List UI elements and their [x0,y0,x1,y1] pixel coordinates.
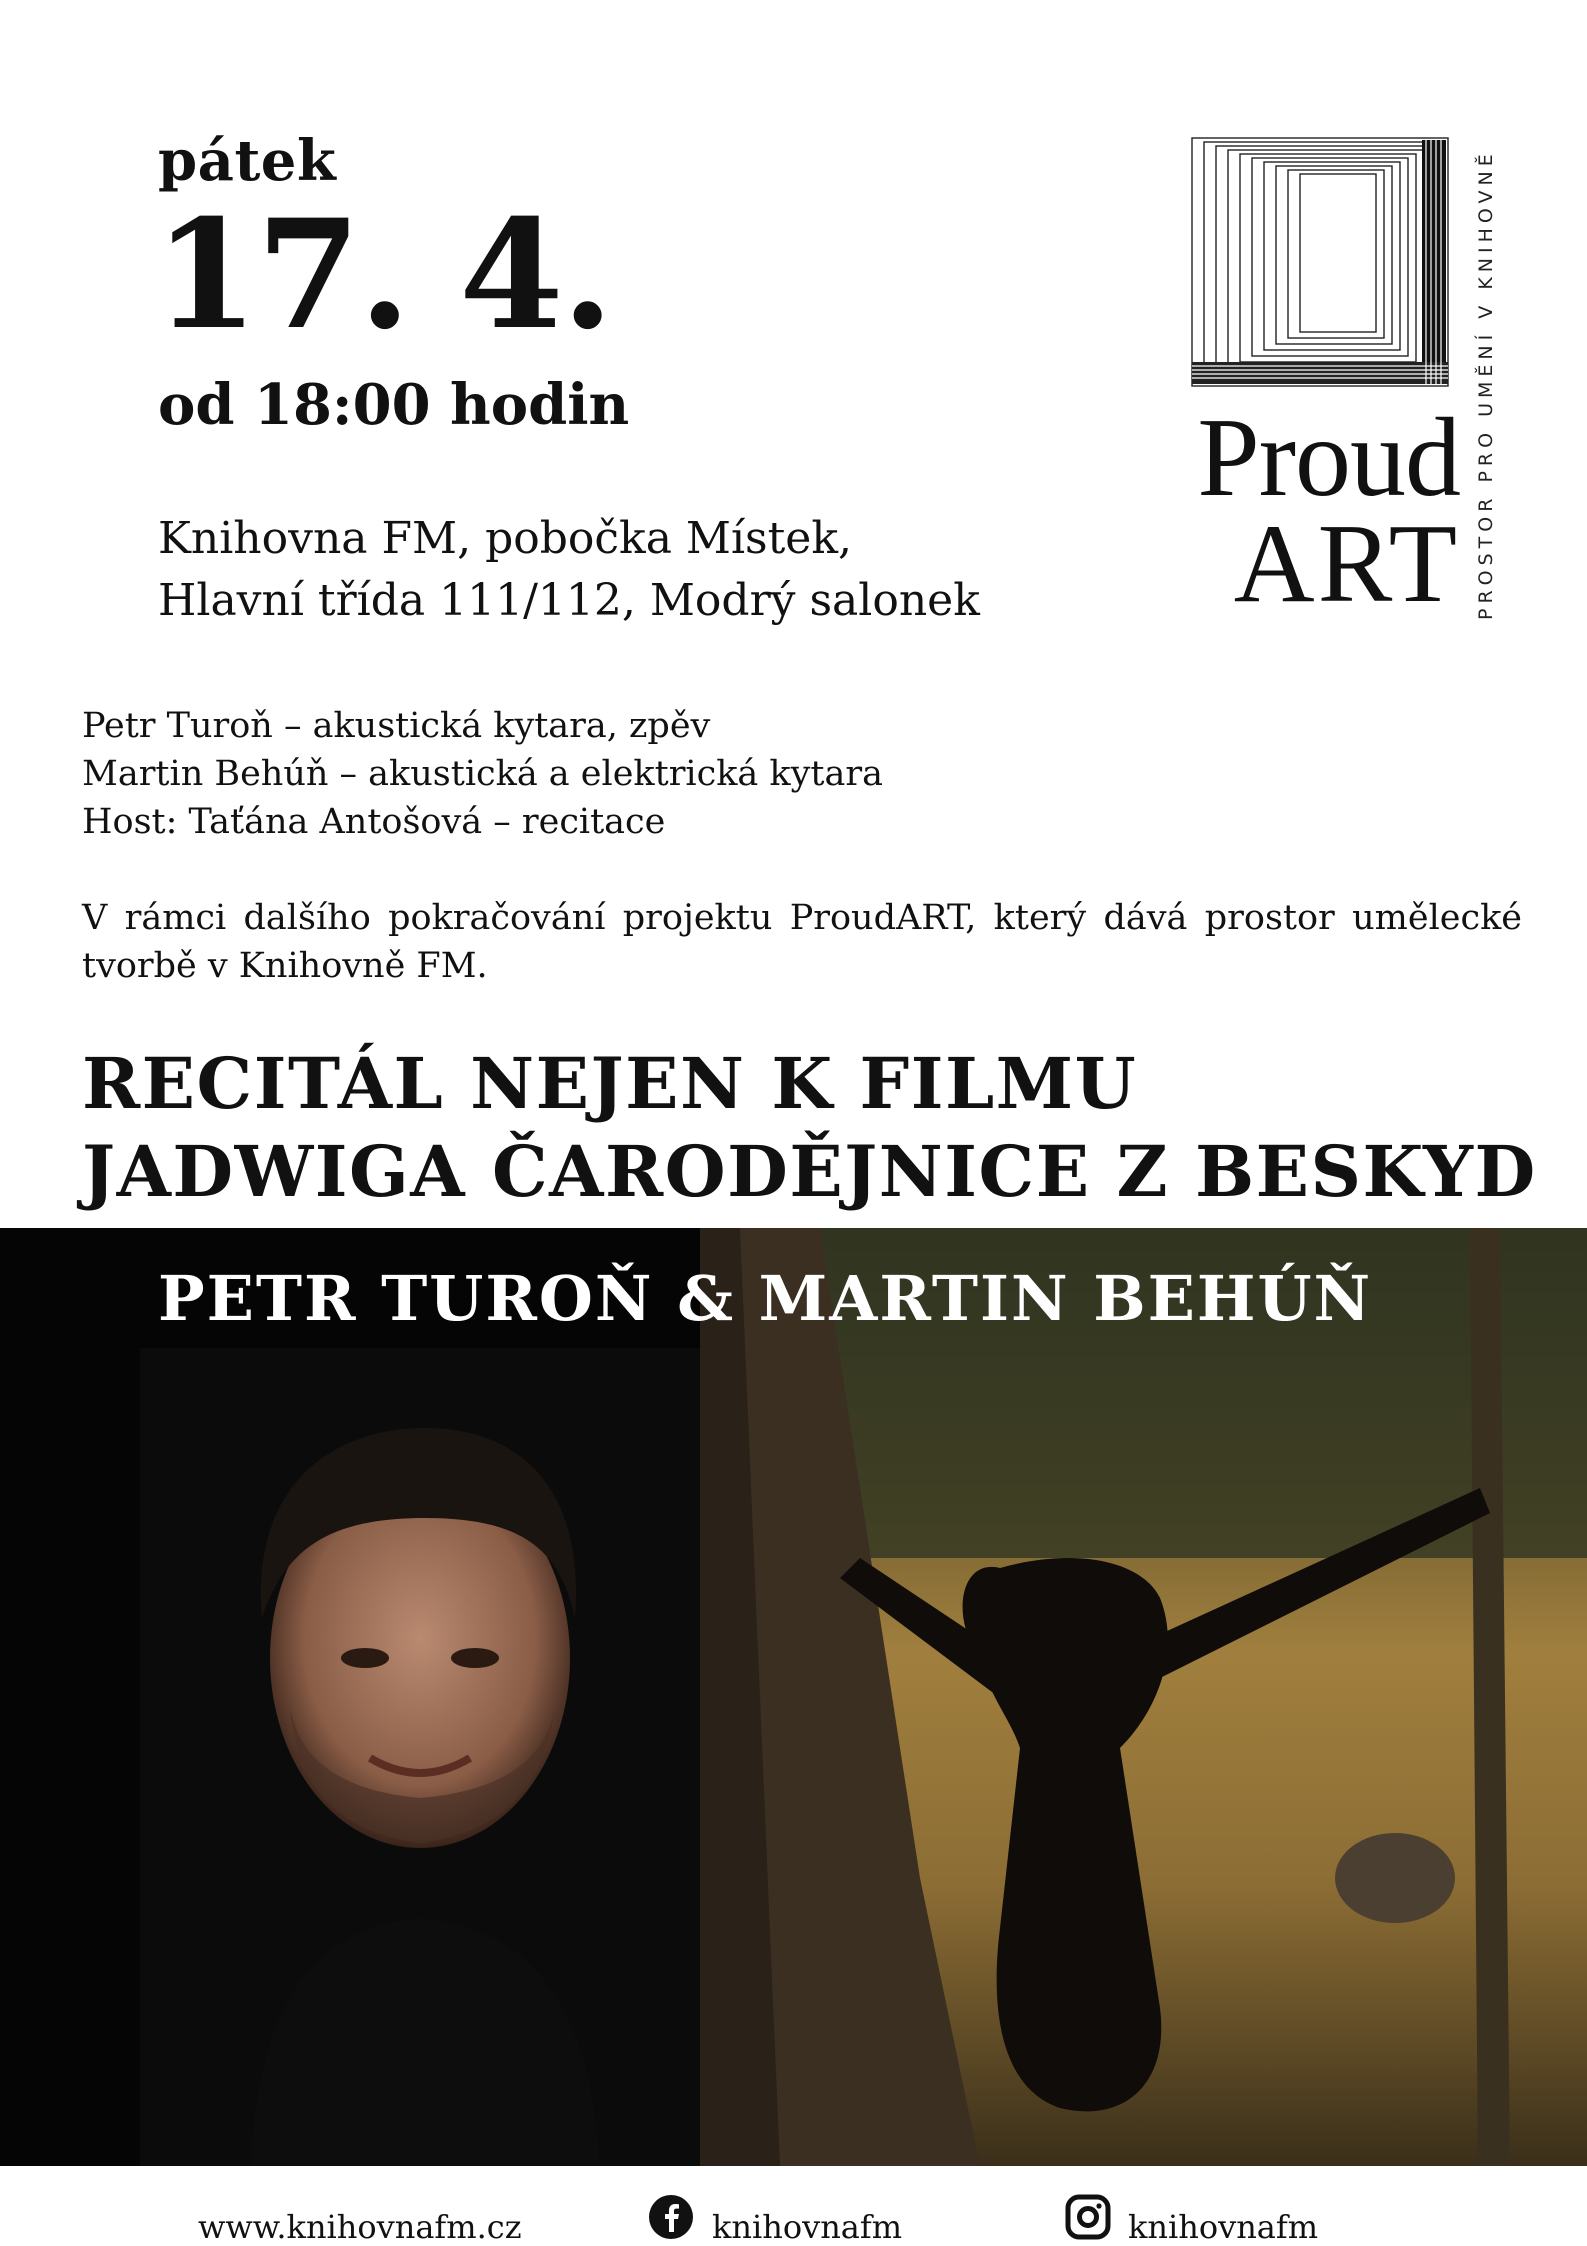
logo-word-proud: Proud [1197,396,1460,520]
event-date: 17. 4. [154,187,612,363]
facebook-icon[interactable] [648,2194,694,2240]
venue-line-2: Hlavní třída 111/112, Modrý salonek [158,575,980,626]
performer-line: Petr Turoň – akustická kytara, zpěv [82,706,711,746]
website-link[interactable]: www.knihovnafm.cz [198,2208,522,2246]
logo-word-art: ART [1233,502,1460,627]
performer-line: Host: Taťána Antošová – recitace [82,802,666,842]
event-time: od 18:00 hodin [158,372,630,438]
performers-list [82,702,883,846]
instagram-handle[interactable]: knihovnafm [1128,2208,1319,2246]
photo-collage [0,1228,1587,2166]
event-day: pátek [158,128,337,194]
event-venue [158,508,980,632]
performers-title: PETR TUROŇ & MARTIN BEHÚŇ [158,1262,1373,1335]
headline-line-2: JADWIGA ČARODĚJNICE Z BESKYD [82,1130,1537,1213]
venue-line-1: Knihovna FM, pobočka Místek, [158,513,852,564]
performer-line: Martin Behúň – akustická a elektrická kytara [82,754,883,794]
intro-paragraph: V rámci dalšího pokračování projektu ProudART, který dává prostor umělecké tvorbě v Knihovně FM. [82,898,1522,986]
headline-line-1: RECITÁL NEJEN K FILMU [82,1042,1138,1125]
proudart-logo-graphic [1190,136,1450,388]
event-headline [82,1040,1537,1216]
photo-band [0,1228,1587,2166]
proudart-logo-wordmark [1100,396,1460,627]
logo-tagline: PROSTOR PRO UMĚNÍ V KNIHOVNĚ [1475,149,1497,620]
facebook-handle[interactable]: knihovnafm [712,2208,903,2246]
instagram-icon[interactable] [1065,2194,1111,2240]
